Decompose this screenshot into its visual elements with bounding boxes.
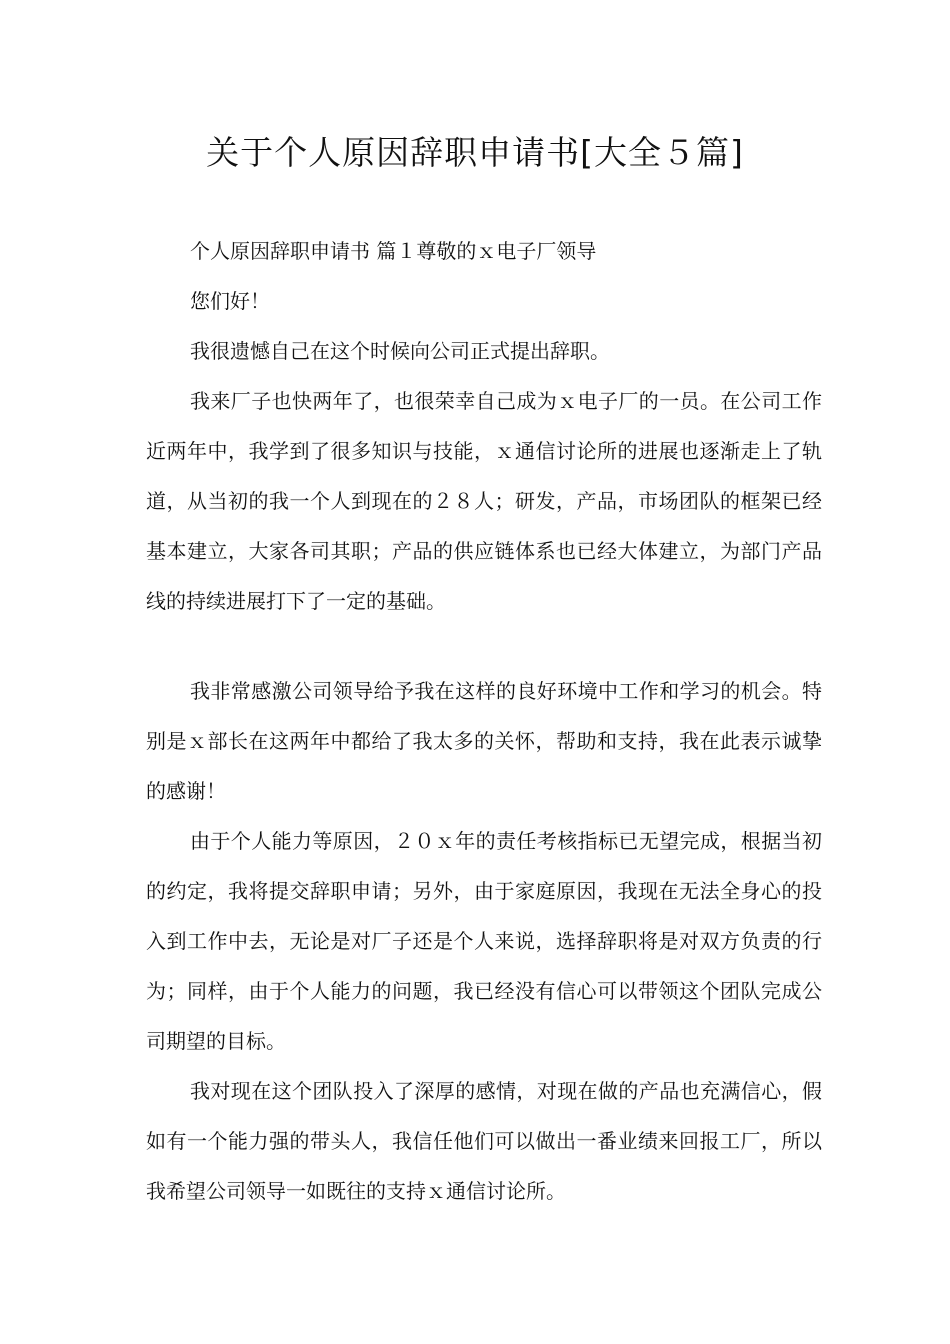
document-body xyxy=(146,226,822,1216)
paragraph-experience: 我来厂子也快两年了，也很荣幸自己成为ｘ电子厂的一员。在公司工作近两年中，我学到了很多知识与技能，ｘ通信讨论所的进展也逐渐走上了轨道，从当初的我一个人到现在的２８人；研发，产品，市场团队的框架已经基本建立，大家各司其职；产品的供应链体系也已经大体建立，为部门产品线的持续进展打下了一定的基础。 xyxy=(146,389,822,613)
paragraph-salutation: 个人原因辞职申请书 篇１尊敬的ｘ电子厂领导 xyxy=(190,239,597,263)
paragraph-team: 我对现在这个团队投入了深厚的感情，对现在做的产品也充满信心，假如有一个能力强的带头人，我信任他们可以做出一番业绩来回报工厂，所以我希望公司领导一如既往的支持ｘ通信讨论所。 xyxy=(146,1079,822,1203)
document-title: 关于个人原因辞职申请书[大全５篇] xyxy=(206,133,744,172)
paragraph-greeting: 您们好！ xyxy=(190,289,270,313)
paragraph-gratitude: 我非常感激公司领导给予我在这样的良好环境中工作和学习的机会。特别是ｘ部长在这两年中都给了我太多的关怀，帮助和支持，我在此表示诚挚的感谢！ xyxy=(146,679,822,803)
paragraph-reasons: 由于个人能力等原因，２０ｘ年的责任考核指标已无望完成，根据当初的约定，我将提交辞职申请；另外，由于家庭原因，我现在无法全身心的投入到工作中去，无论是对厂子还是个人来说，选择辞职将是对双方负责的行为；同样，由于个人能力的问题，我已经没有信心可以带领这个团队完成公司期望的目标。 xyxy=(146,829,822,1053)
paragraph-gap xyxy=(146,626,822,666)
paragraph-intro: 我很遗憾自己在这个时候向公司正式提出辞职。 xyxy=(190,339,610,363)
